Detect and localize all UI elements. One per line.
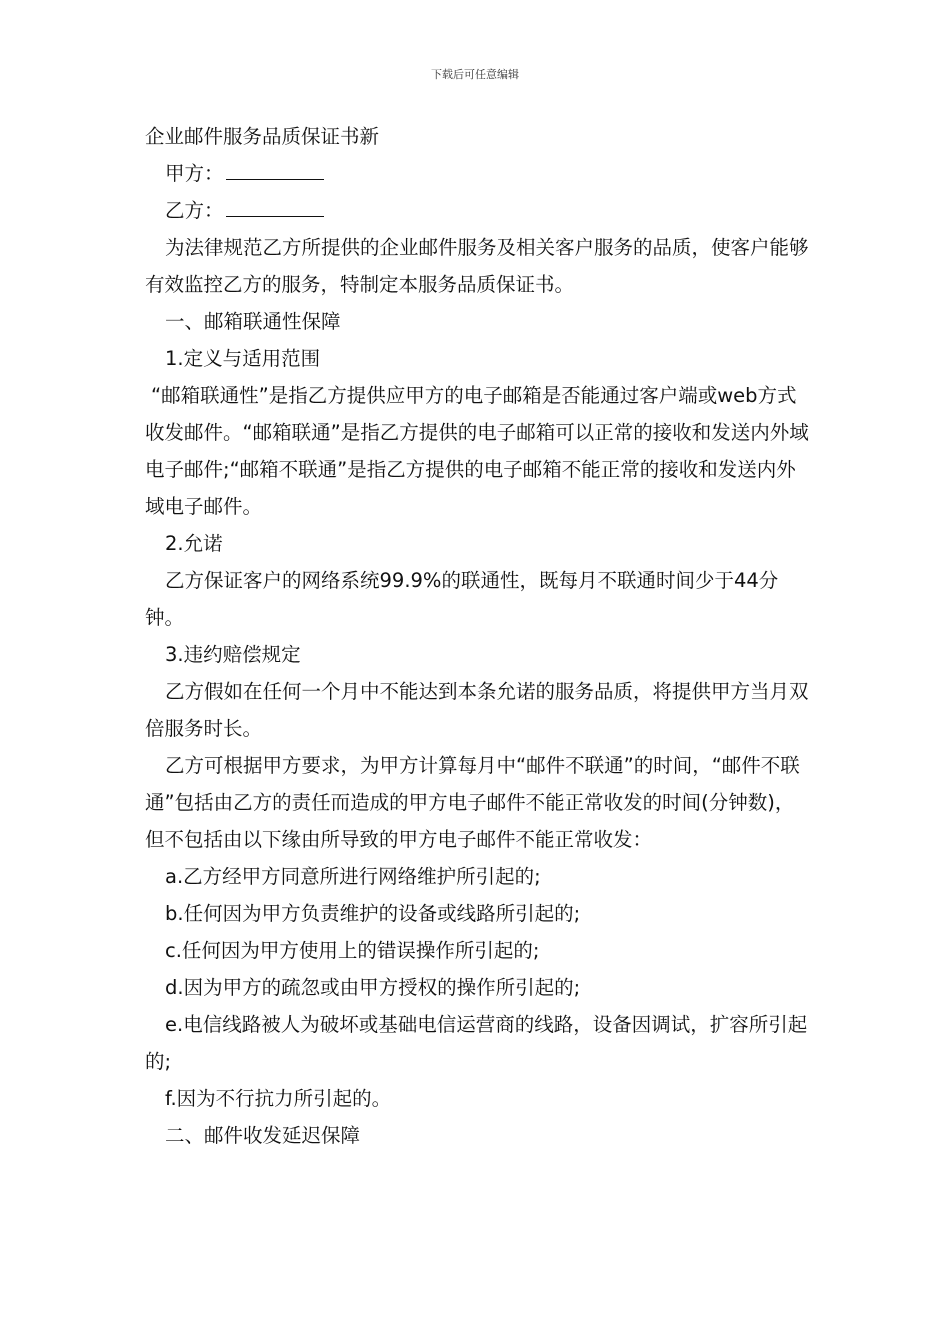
party-b-blank [226, 194, 324, 217]
party-b-line [145, 192, 810, 229]
list-item-d: d.因为甲方的疏忽或由甲方授权的操作所引起的; [165, 976, 581, 999]
list-item-e: e.电信线路被人为破坏或基础电信运营商的线路，设备因调试，扩容所引起的; [145, 1013, 808, 1073]
party-a-line [145, 155, 810, 192]
party-b-label: 乙方： [165, 199, 224, 222]
party-a-blank [226, 157, 324, 180]
list-item-b: b.任何因为甲方负责维护的设备或线路所引起的; [165, 902, 581, 925]
page-header: 下载后可任意编辑 [431, 68, 519, 81]
subheading-definition: 1.定义与适用范围 [165, 347, 321, 370]
section-heading-2: 二、邮件收发延迟保障 [165, 1124, 361, 1147]
subheading-compensation: 3.违约赔偿规定 [165, 643, 301, 666]
paragraph-intro: 为法律规范乙方所提供的企业邮件服务及相关客户服务的品质，使客户能够有效监控乙方的服务，特制定本服务品质保证书。 [145, 236, 809, 296]
list-item-a: a.乙方经甲方同意所进行网络维护所引起的; [165, 865, 541, 888]
document-title: 企业邮件服务品质保证书新 [145, 125, 380, 148]
party-a-label: 甲方： [165, 162, 224, 185]
list-item-f: f.因为不行抗力所引起的。 [165, 1087, 392, 1110]
document-body [145, 118, 810, 1154]
section-heading-1: 一、邮箱联通性保障 [165, 310, 341, 333]
paragraph-commitment: 乙方保证客户的网络系统99.9%的联通性，既每月不联通时间少于44分钟。 [145, 569, 779, 629]
list-item-c: c.任何因为甲方使用上的错误操作所引起的; [165, 939, 540, 962]
paragraph-definition: “邮箱联通性”是指乙方提供应甲方的电子邮箱是否能通过客户端或web方式收发邮件。“邮箱联通”是指乙方提供的电子邮箱可以正常的接收和发送内外域电子邮件;“邮箱不联通”是指乙方提供的电子邮箱不能正常的接收和发送内外域电子邮件。 [145, 384, 809, 518]
paragraph-compensation: 乙方假如在任何一个月中不能达到本条允诺的服务品质，将提供甲方当月双倍服务时长。 [145, 680, 809, 740]
subheading-commitment: 2.允诺 [165, 532, 223, 555]
paragraph-calculation: 乙方可根据甲方要求，为甲方计算每月中“邮件不联通”的时间，“邮件不联通”包括由乙方的责任而造成的甲方电子邮件不能正常收发的时间(分钟数)，但不包括由以下缘由所导致的甲方电子邮件不能正常收发： [145, 754, 800, 851]
